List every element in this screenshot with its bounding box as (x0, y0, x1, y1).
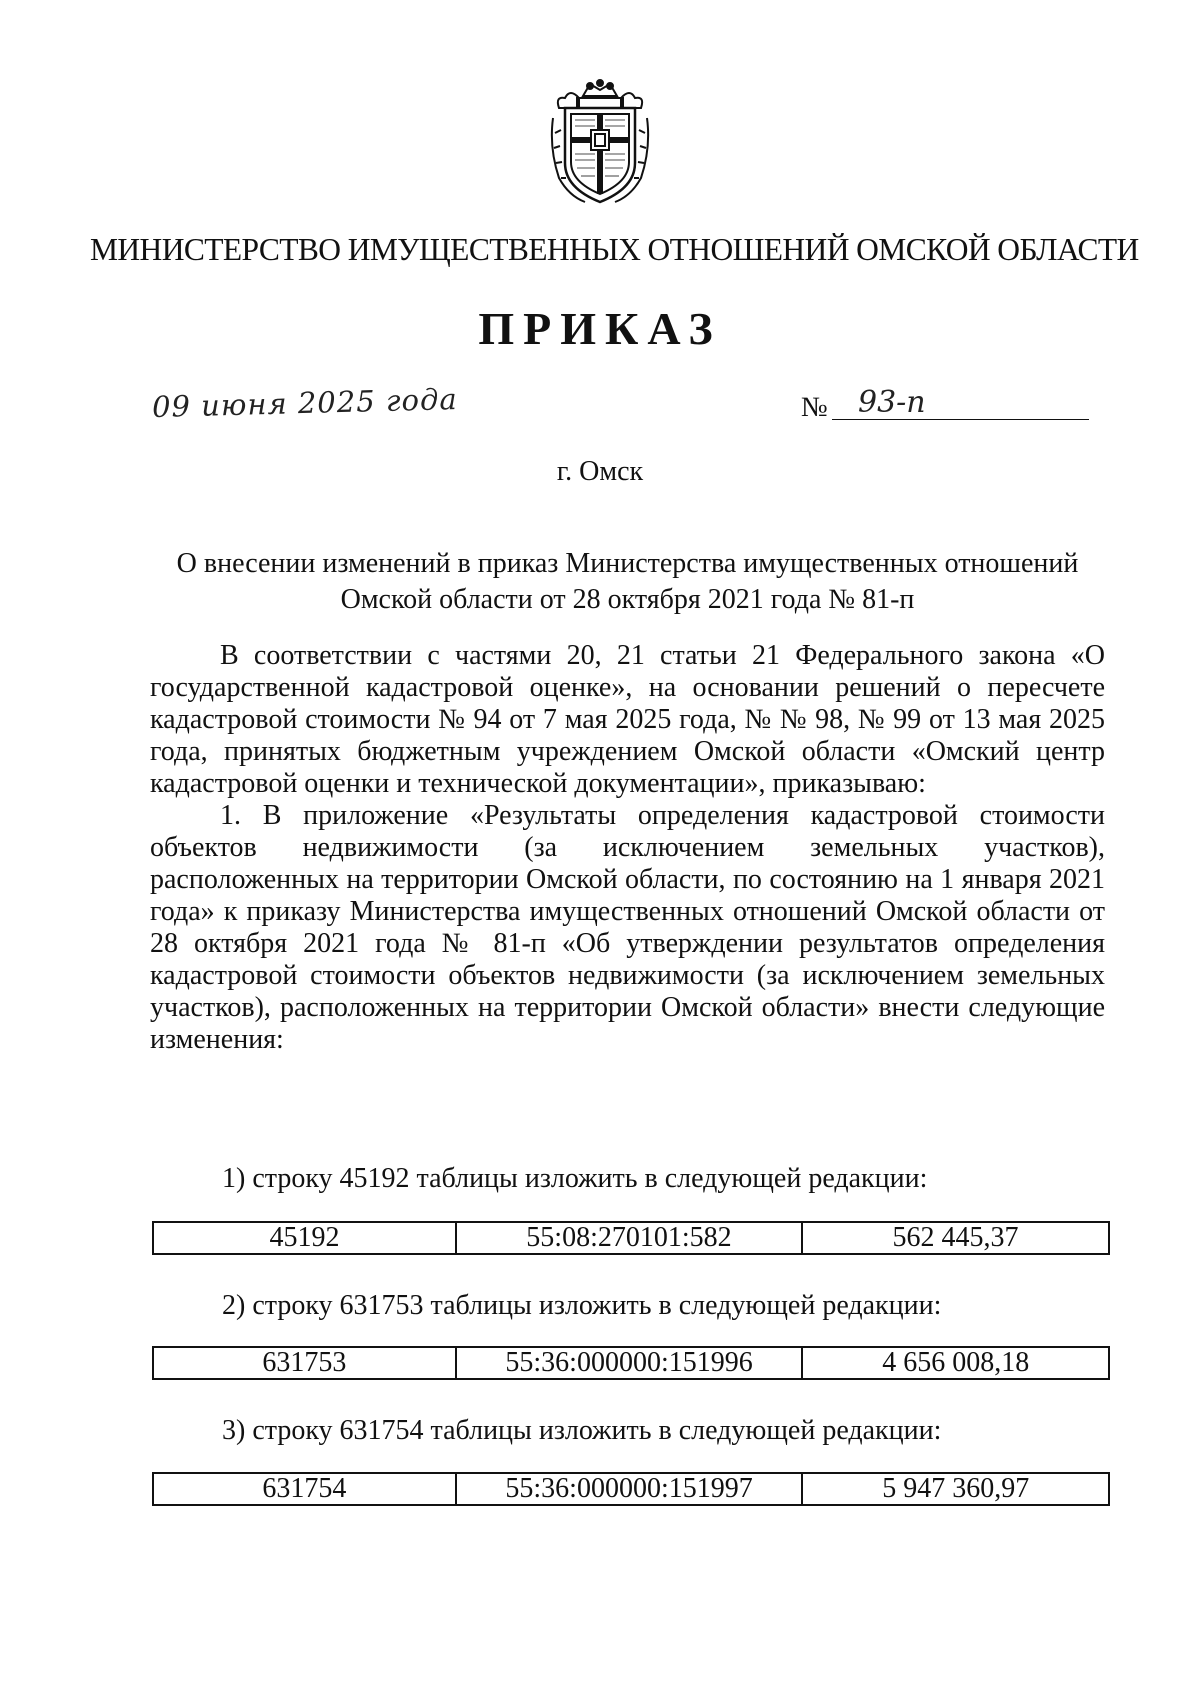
subject-line: Омской области от 28 октября 2021 года № 81-п (340, 584, 915, 615)
table-row (153, 1222, 1109, 1254)
amendment-intro: 1) строку 45192 таблицы изложить в следующей редакции: (222, 1163, 928, 1194)
cadastral-number-cell: 55:36:000000:151996 (456, 1347, 803, 1379)
body-paragraph: В соответствии с частями 20, 21 статьи 21 Федерального закона «О государственной кадастровой оценке», на основании решений о пересчете кадастровой стоимости № 94 от 7 мая 2025 года, № № 98, № 99 от 13 мая 2025 года, принятых бюджетным учреждением Омской области «Омский центр кадастровой оценки и технической документации», приказываю: (150, 640, 1105, 799)
body-paragraph: 1. В приложение «Результаты определения кадастровой стоимости объектов недвижимости (за исключением земельных участков), расположенных на территории Омской области, по состоянию на 1 января 2021 года» к приказу Министерства имущественных отношений Омской области от 28 октября 2021 года № 81-п «Об утверждении результатов определения кадастровой стоимости объектов недвижимости (за исключением земельных участков), расположенных на территории Омской области» внести следующие изменения: (150, 800, 1105, 1055)
cadastral-value-cell: 5 947 360,97 (802, 1473, 1109, 1505)
amendment-table (152, 1472, 1110, 1506)
document-type-title: ПРИКАЗ (478, 303, 722, 354)
row-number-cell: 631753 (153, 1347, 456, 1379)
document-body (150, 640, 1105, 1056)
cadastral-value-cell: 562 445,37 (802, 1222, 1109, 1254)
amendment-intro: 2) строку 631753 таблицы изложить в следующей редакции: (222, 1290, 942, 1321)
document-date: 09 июня 2025 года (151, 382, 459, 424)
document-subject (150, 546, 1105, 618)
cadastral-number-cell: 55:08:270101:582 (456, 1222, 802, 1254)
city: г. Омск (556, 456, 644, 487)
table-row (153, 1347, 1109, 1379)
number-label: № (801, 392, 828, 423)
amendment-table (152, 1221, 1110, 1255)
row-number-cell: 631754 (153, 1473, 456, 1505)
cadastral-number-cell: 55:36:000000:151997 (456, 1473, 803, 1505)
cadastral-value-cell: 4 656 008,18 (802, 1347, 1109, 1379)
subject-line: О внесении изменений в приказ Министерства имущественных отношений (176, 548, 1079, 579)
document-number: 93-п (858, 385, 926, 420)
ministry-name: МИНИСТЕРСТВО ИМУЩЕСТВЕННЫХ ОТНОШЕНИЙ ОМСКОЙ ОБЛАСТИ (90, 232, 1139, 267)
row-number-cell: 45192 (153, 1222, 456, 1254)
amendment-intro: 3) строку 631754 таблицы изложить в следующей редакции: (222, 1415, 942, 1446)
amendment-table (152, 1346, 1110, 1380)
coat-of-arms-icon (545, 78, 655, 208)
table-row (153, 1473, 1109, 1505)
